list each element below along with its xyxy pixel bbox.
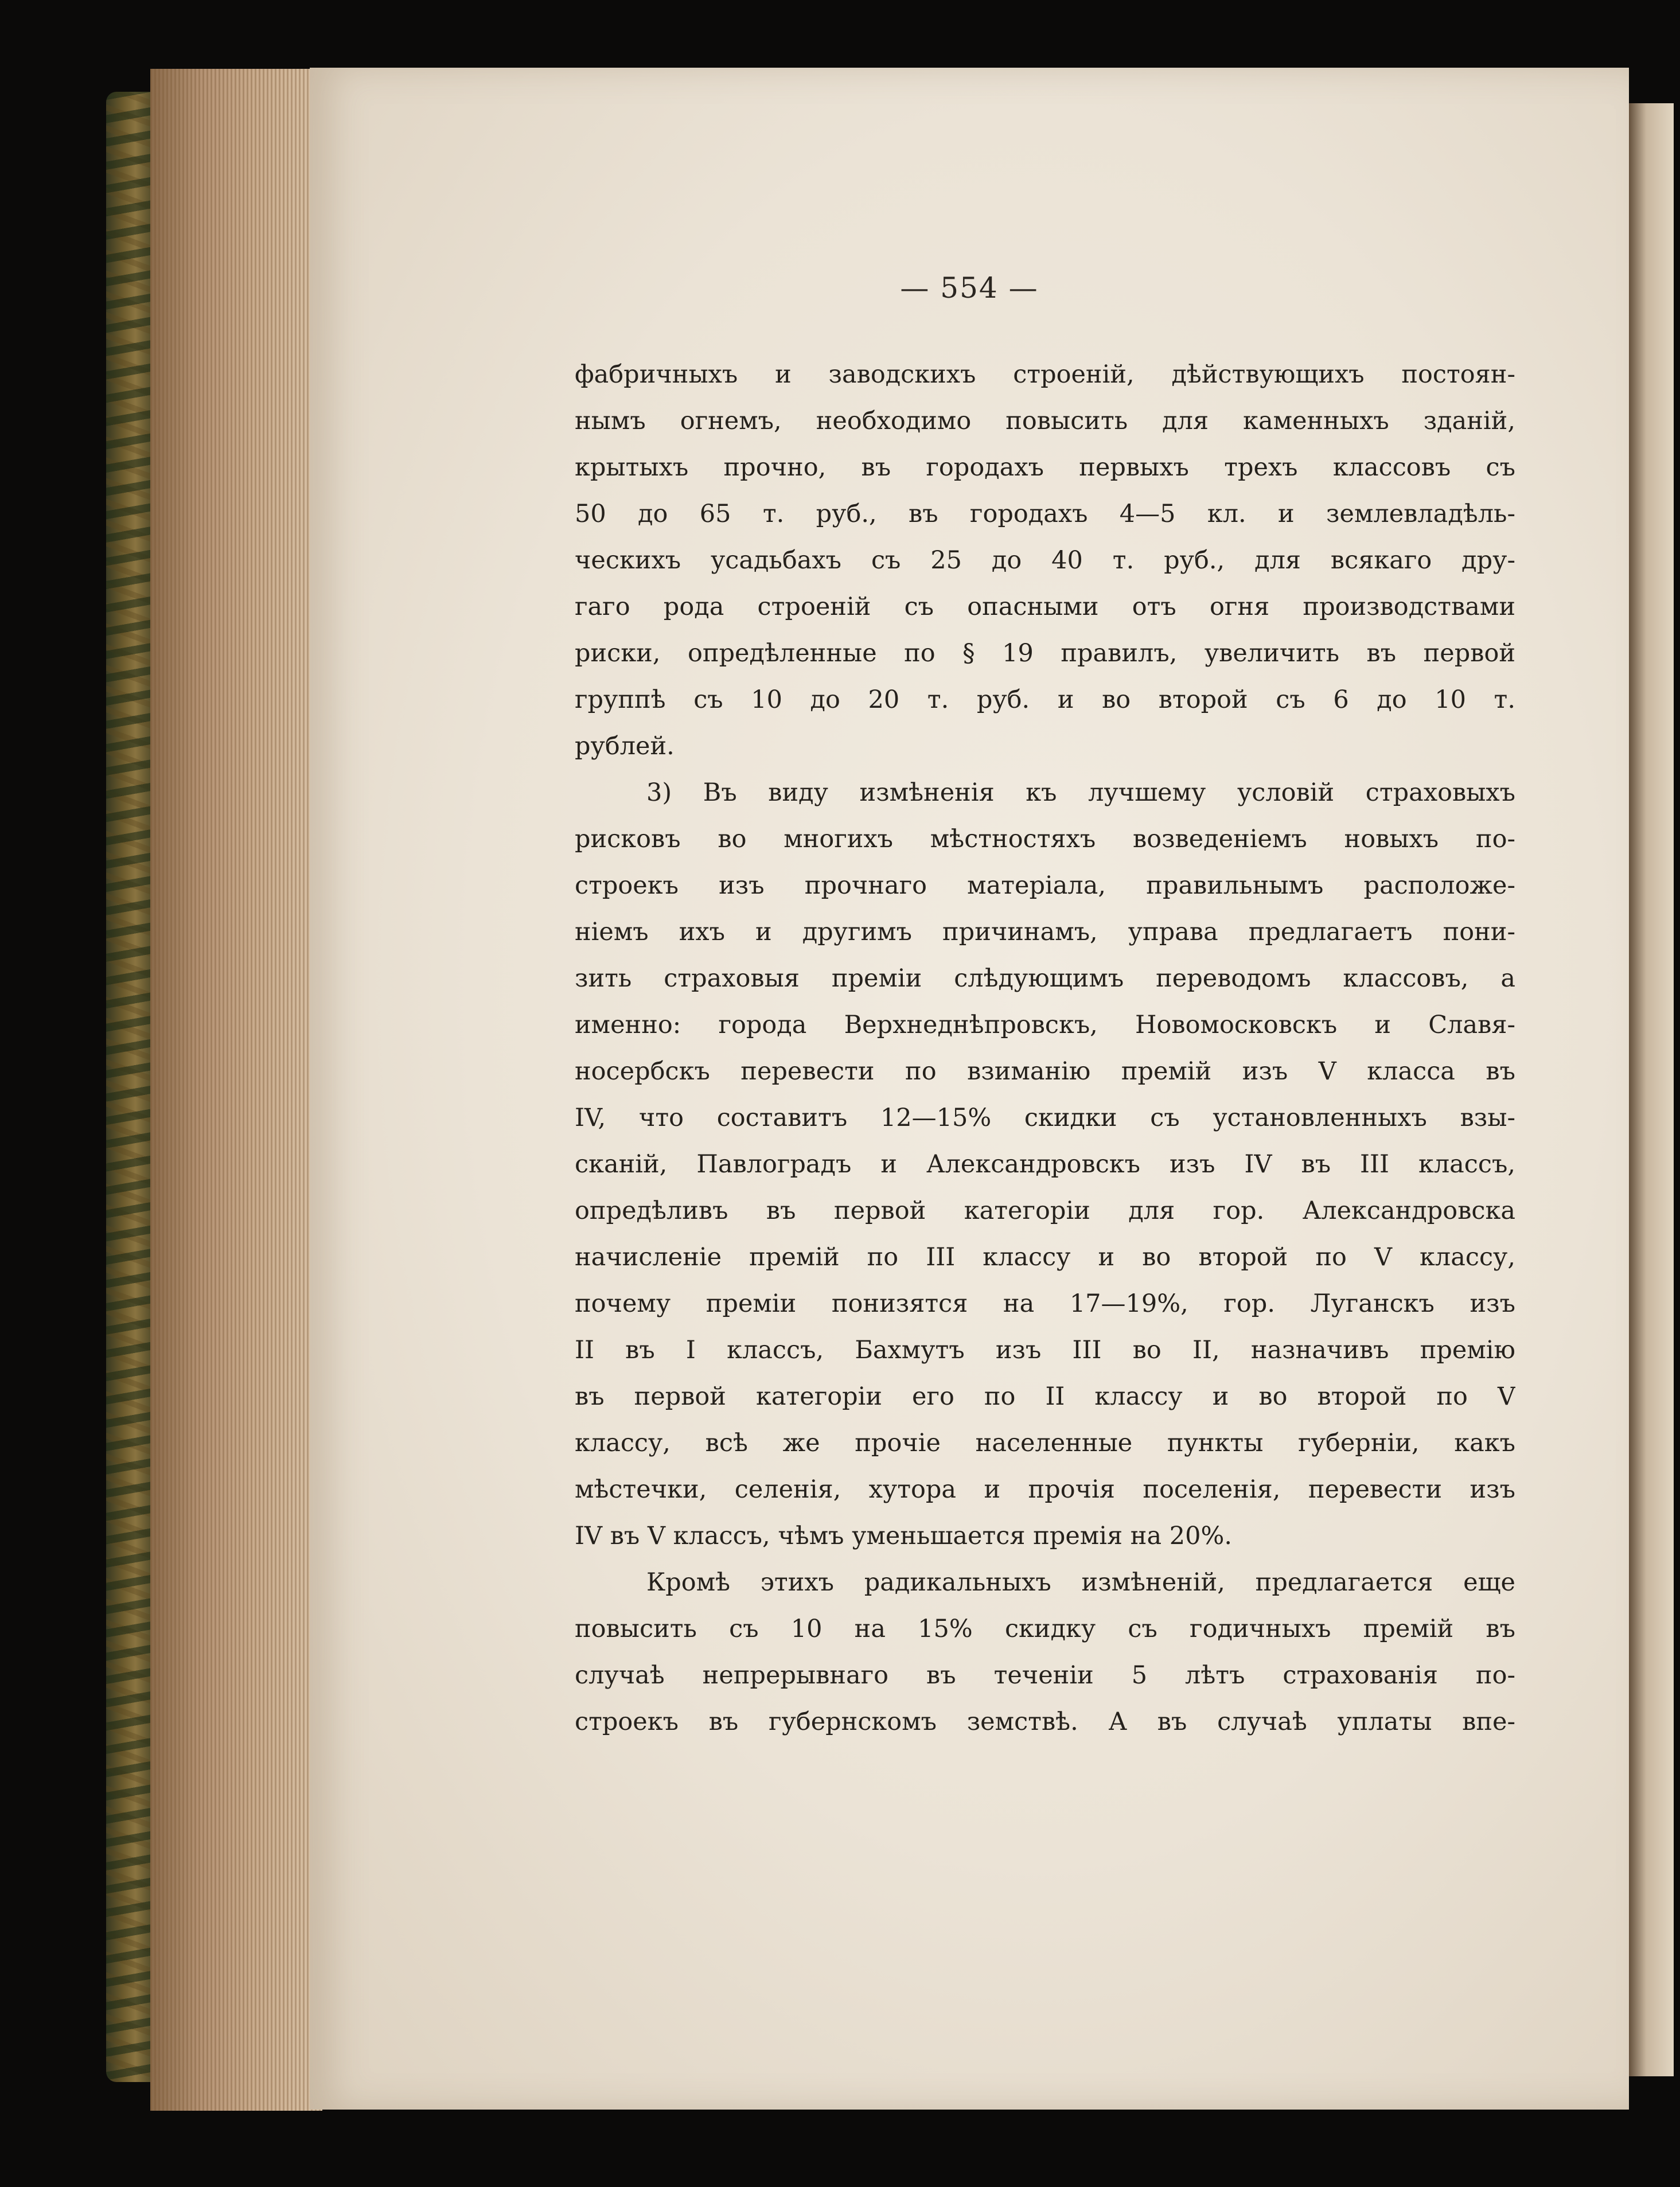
text-line: IV въ V классъ, чѣмъ уменьшается премія на 20%.: [575, 1522, 1233, 1550]
text-line: начисленіе премій по III классу и во второй по V классу,: [575, 1243, 1515, 1272]
text-line: строекъ изъ прочнаго матеріала, правильнымъ расположе-: [575, 871, 1515, 900]
text-line: опредѣливъ въ первой категоріи для гор. Александровска: [575, 1196, 1515, 1225]
body-text: [575, 352, 1515, 1745]
text-line: 3) Въ виду измѣненія къ лучшему условій страховыхъ: [646, 778, 1515, 807]
text-line: II въ I классъ, Бахмутъ изъ III во II, назначивъ премію: [575, 1336, 1515, 1365]
text-line: ческихъ усадьбахъ съ 25 до 40 т. руб., для всякаго дру-: [575, 546, 1515, 575]
book-page: [310, 68, 1629, 2110]
text-line: повысить съ 10 на 15% скидку съ годичныхъ премій въ: [575, 1615, 1515, 1643]
text-line: 50 до 65 т. руб., въ городахъ 4—5 кл. и землевладѣль-: [575, 500, 1515, 528]
text-line: классу, всѣ же прочіе населенные пункты губерніи, какъ: [575, 1429, 1515, 1457]
text-line: почему преміи понизятся на 17—19%, гор. Луганскъ изъ: [575, 1289, 1515, 1318]
text-line: рисковъ во многихъ мѣстностяхъ возведеніемъ новыхъ по-: [575, 825, 1515, 853]
page-edges: [150, 69, 322, 2111]
text-line: зить страховыя преміи слѣдующимъ переводомъ классовъ, а: [575, 964, 1515, 993]
text-line: нымъ огнемъ, необходимо повысить для каменныхъ зданій,: [575, 407, 1515, 435]
text-line: группѣ съ 10 до 20 т. руб. и во второй съ 6 до 10 т.: [575, 685, 1515, 714]
text-line: именно: города Верхнеднѣпровскъ, Новомосковскъ и Славя-: [575, 1011, 1515, 1039]
text-line: носербскъ перевести по взиманію премій изъ V класса въ: [575, 1057, 1515, 1086]
page-number: — 554 —: [900, 271, 1039, 305]
text-line: Кромѣ этихъ радикальныхъ измѣненій, предлагается еще: [646, 1568, 1515, 1597]
text-line: въ первой категоріи его по II классу и во второй по V: [575, 1382, 1515, 1411]
text-line: фабричныхъ и заводскихъ строеній, дѣйствующихъ постоян-: [575, 360, 1515, 389]
text-line: гаго рода строеній съ опасными отъ огня производствами: [575, 592, 1515, 621]
text-line: ніемъ ихъ и другимъ причинамъ, управа предлагаетъ пони-: [575, 918, 1515, 946]
text-line: мѣстечки, селенія, хутора и прочія поселенія, перевести изъ: [575, 1475, 1515, 1504]
text-line: строекъ въ губернскомъ земствѣ. А въ случаѣ уплаты впе-: [575, 1708, 1515, 1736]
book-binding: [106, 92, 155, 2082]
text-line: случаѣ непрерывнаго въ теченіи 5 лѣтъ страхованія по-: [575, 1661, 1515, 1690]
text-line: крытыхъ прочно, въ городахъ первыхъ трехъ классовъ съ: [575, 453, 1515, 482]
text-line: IV, что составитъ 12—15% скидки съ установленныхъ взы-: [575, 1104, 1515, 1132]
text-line: сканій, Павлоградъ и Александровскъ изъ IV въ III классъ,: [575, 1150, 1515, 1179]
text-line: риски, опредѣленные по § 19 правилъ, увеличить въ первой: [575, 639, 1515, 668]
text-line: рублей.: [575, 732, 675, 761]
next-page-edge: [1628, 103, 1674, 2076]
